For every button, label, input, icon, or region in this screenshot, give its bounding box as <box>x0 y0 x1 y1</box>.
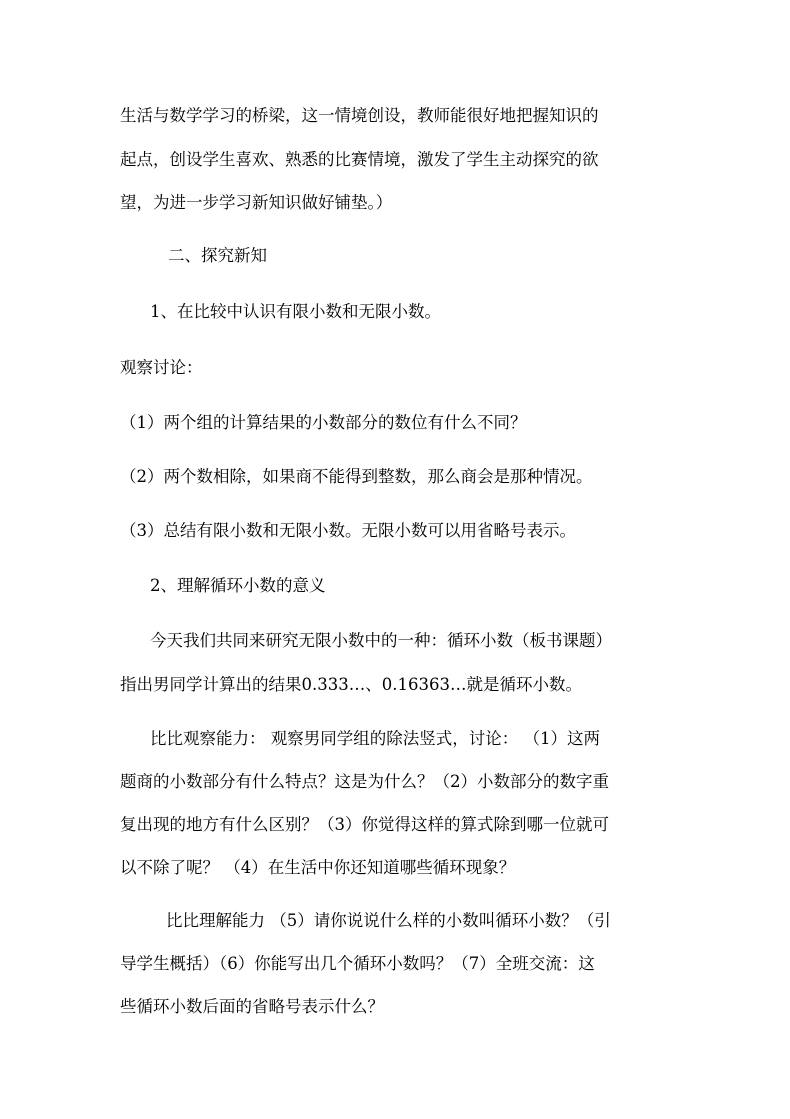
section-heading: 二、探究新知 <box>168 246 267 265</box>
paragraph-line-11: 导学生概括）（6）你能写出几个循环小数吗？（7）全班交流：这 <box>120 954 595 973</box>
paragraph-line-7: 题商的小数部分有什么特点？这是为什么？（2）小数部分的数字重 <box>120 772 609 791</box>
subsection-heading-1: 1、在比较中认识有限小数和无限小数。 <box>150 302 441 321</box>
paragraph-line-1: 生活与数学学习的桥梁，这一情境创设，教师能很好地把握知识的 <box>120 106 599 125</box>
paragraph-line-12: 些循环小数后面的省略号表示什么？ <box>120 997 384 1016</box>
discussion-item-1: （1）两个组的计算结果的小数部分的数位有什么不同？ <box>120 413 527 432</box>
discussion-item-2: （2）两个数相除，如果商不能得到整数，那么商会是那种情况。 <box>120 467 593 486</box>
discussion-item-3: （3）总结有限小数和无限小数。无限小数可以用省略号表示。 <box>120 521 576 540</box>
paragraph-line-3: 望，为进一步学习新知识做好铺垫。） <box>120 193 393 212</box>
discussion-label: 观察讨论： <box>120 358 203 377</box>
paragraph-line-9: 以不除了呢？ （4）在生活中你还知道哪些循环现象？ <box>120 858 516 877</box>
subsection-heading-2: 2、理解循环小数的意义 <box>150 576 326 595</box>
paragraph-line-4: 今天我们共同来研究无限小数中的一种：循环小数（板书课题） <box>150 631 612 650</box>
paragraph-line-10: 比比理解能力 （5）请你说说什么样的小数叫循环小数？（引 <box>166 911 611 930</box>
paragraph-line-8: 复出现的地方有什么区别？（3）你觉得这样的算式除到哪一位就可 <box>120 815 609 834</box>
paragraph-line-2: 起点，创设学生喜欢、熟悉的比赛情境，激发了学生主动探究的欲 <box>120 150 599 169</box>
paragraph-line-6: 比比观察能力： 观察男同学组的除法竖式，讨论： （1）这两 <box>150 729 600 748</box>
paragraph-line-5: 指出男同学计算出的结果0.333…、0.16363…就是循环小数。 <box>120 675 582 694</box>
